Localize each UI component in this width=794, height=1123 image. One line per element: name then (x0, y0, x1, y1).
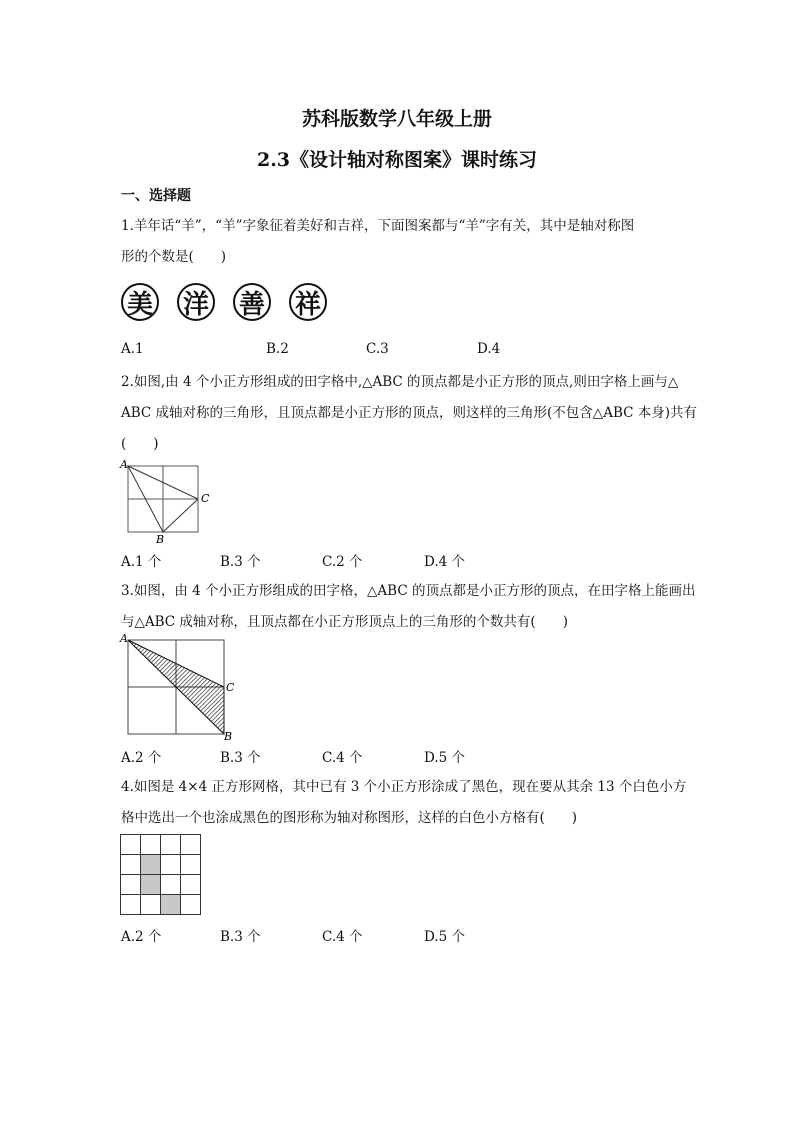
q1-option-a[interactable]: A.1 (121, 341, 144, 357)
q2-option-a[interactable]: A.1 个 (121, 554, 162, 570)
q2-option-d[interactable]: D.4 个 (424, 554, 466, 570)
page-title: 苏科版数学八年级上册 (301, 108, 492, 130)
q3-label-a: A (120, 632, 128, 645)
q4-grid (121, 835, 201, 915)
q3-option-c[interactable]: C.4 个 (322, 750, 363, 766)
question-3-figure (118, 632, 240, 742)
q2-label-c: C (201, 492, 210, 505)
question-4-figure (120, 834, 202, 916)
q3-label-c: C (226, 681, 235, 694)
page-subtitle: 2.3《设计轴对称图案》课时练习 (256, 149, 538, 171)
q4-shaded-cell-2 (140, 874, 160, 894)
section-heading: 一、选择题 (121, 188, 191, 204)
glyph-circle-yang: 洋 (177, 283, 215, 321)
q3-option-d[interactable]: D.5 个 (424, 750, 466, 766)
q4-option-c[interactable]: C.4 个 (322, 929, 363, 945)
question-4 (121, 772, 701, 834)
question-3-line-2: 与△ABC 成轴对称，且顶点都在小正方形顶点上的三角形的个数共有( ) (121, 614, 568, 630)
q1-option-d[interactable]: D.4 (477, 341, 501, 357)
q2-grid (128, 466, 198, 532)
q2-option-c[interactable]: C.2 个 (322, 554, 363, 570)
q4-option-a[interactable]: A.2 个 (121, 929, 162, 945)
question-2 (121, 367, 701, 460)
glyph-circle-shan: 善 (233, 283, 271, 321)
question-1-line-2: 形的个数是( ) (121, 249, 227, 265)
question-4-line-1: 4.如图是 4×4 正方形网格，其中已有 3 个小正方形涂成了黑色，现在要从其余 13 个白色小方 (121, 779, 687, 795)
question-2-line-2: ABC 成轴对称的三角形，且顶点都是小正方形的顶点，则这样的三角形(不包含△ABC 本身)共有 (121, 405, 697, 421)
question-3-line-1: 3.如图，由 4 个小正方形组成的田字格，△ABC 的顶点都是小正方形的顶点，在田字格上能画出 (121, 583, 696, 599)
question-1-line-1: 1.羊年话“羊”，“羊”字象征着美好和吉祥，下面图案都与“羊”字有关，其中是轴对称图 (121, 218, 635, 234)
q1-option-b[interactable]: B.2 (266, 341, 289, 357)
question-2-figure (118, 458, 208, 544)
q2-label-b: B (156, 533, 165, 546)
question-1-glyph-row (121, 283, 327, 321)
q4-option-b[interactable]: B.3 个 (220, 929, 261, 945)
q4-shaded-cell-1 (140, 854, 160, 874)
q4-shaded-cell-3 (160, 894, 180, 914)
glyph-circle-xiang: 祥 (289, 283, 327, 321)
q3-option-b[interactable]: B.3 个 (220, 750, 261, 766)
glyph-circle-mei: 美 (121, 283, 159, 321)
q1-option-c[interactable]: C.3 (366, 341, 389, 357)
question-4-line-2: 格中选出一个也涂成黑色的图形称为轴对称图形，这样的白色小方格有( ) (121, 810, 578, 826)
q3-label-b: B (224, 730, 233, 743)
question-2-line-3: ( ) (121, 436, 159, 452)
q3-option-a[interactable]: A.2 个 (121, 750, 162, 766)
question-1 (121, 211, 701, 273)
q4-option-d[interactable]: D.5 个 (424, 929, 466, 945)
question-3 (121, 576, 701, 638)
q2-label-a: A (120, 458, 128, 471)
question-2-line-1: 2.如图,由 4 个小正方形组成的田字格中,△ABC 的顶点都是小正方形的顶点,则田字格上画与△ (121, 374, 679, 390)
q2-option-b[interactable]: B.3 个 (220, 554, 261, 570)
